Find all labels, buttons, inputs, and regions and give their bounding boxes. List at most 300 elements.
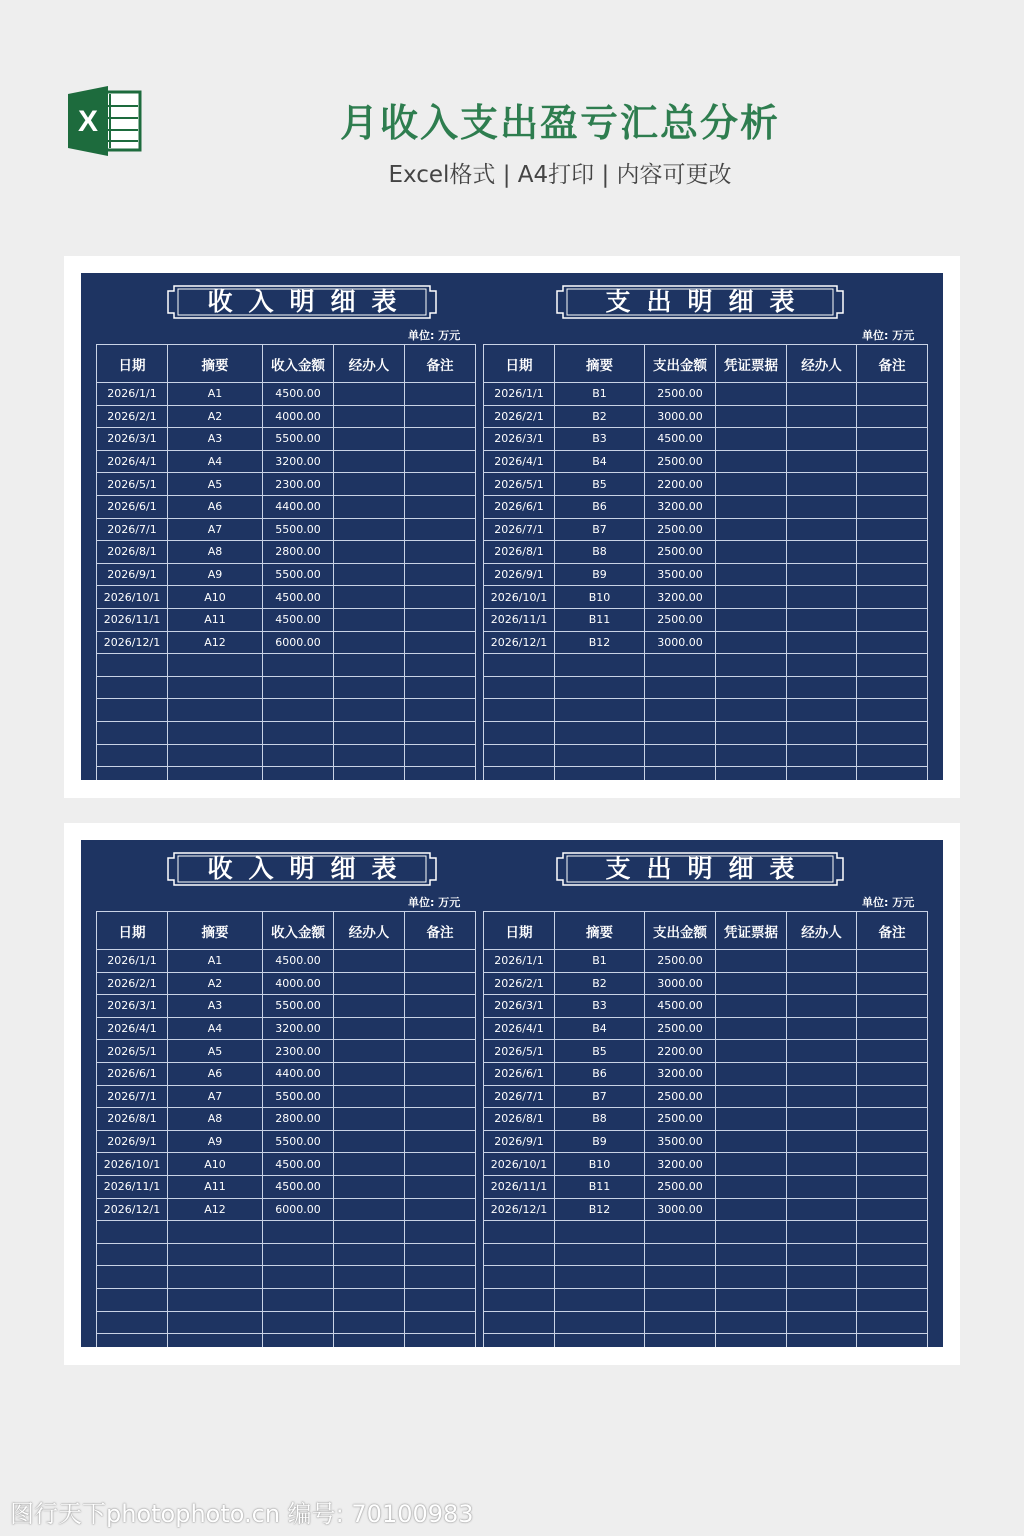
table-cell[interactable] (97, 1221, 168, 1244)
table-cell[interactable] (168, 1221, 263, 1244)
table-cell[interactable]: 2026/12/1 (97, 631, 168, 654)
table-cell[interactable] (405, 586, 476, 609)
table-cell[interactable] (857, 721, 928, 744)
table-cell[interactable] (97, 767, 168, 780)
table-cell[interactable] (857, 1153, 928, 1176)
table-cell[interactable] (555, 1221, 645, 1244)
table-cell[interactable]: 4500.00 (263, 383, 334, 406)
table-cell[interactable] (857, 1062, 928, 1085)
table-cell[interactable] (787, 1040, 857, 1063)
table-cell[interactable] (334, 495, 405, 518)
table-cell[interactable]: 4500.00 (263, 1175, 334, 1198)
table-cell[interactable] (857, 654, 928, 677)
table-cell[interactable] (405, 1198, 476, 1221)
table-cell[interactable] (405, 383, 476, 406)
table-cell[interactable] (334, 950, 405, 973)
table-cell[interactable] (645, 654, 716, 677)
table-cell[interactable] (787, 473, 857, 496)
table-cell[interactable]: A10 (168, 586, 263, 609)
table-cell[interactable] (334, 1017, 405, 1040)
table-cell[interactable] (716, 1017, 787, 1040)
table-cell[interactable]: 2026/1/1 (97, 950, 168, 973)
table-cell[interactable] (787, 744, 857, 767)
table-cell[interactable] (787, 495, 857, 518)
table-cell[interactable] (334, 450, 405, 473)
table-cell[interactable]: 2026/7/1 (484, 518, 555, 541)
table-cell[interactable]: B10 (555, 586, 645, 609)
table-cell[interactable] (168, 654, 263, 677)
table-cell[interactable]: B2 (555, 972, 645, 995)
table-cell[interactable] (97, 1266, 168, 1289)
table-cell[interactable] (857, 563, 928, 586)
table-cell[interactable] (787, 586, 857, 609)
table-cell[interactable] (334, 541, 405, 564)
table-cell[interactable] (645, 676, 716, 699)
table-cell[interactable]: 5500.00 (263, 995, 334, 1018)
table-cell[interactable]: 2026/7/1 (484, 1085, 555, 1108)
table-cell[interactable] (168, 721, 263, 744)
table-cell[interactable]: 2026/3/1 (484, 428, 555, 451)
table-cell[interactable] (716, 676, 787, 699)
table-cell[interactable] (787, 1062, 857, 1085)
table-cell[interactable] (555, 1334, 645, 1347)
table-cell[interactable] (645, 767, 716, 780)
table-cell[interactable] (263, 1334, 334, 1347)
table-cell[interactable] (857, 950, 928, 973)
table-cell[interactable]: B12 (555, 1198, 645, 1221)
table-cell[interactable] (405, 721, 476, 744)
table-cell[interactable] (716, 1085, 787, 1108)
table-cell[interactable] (263, 721, 334, 744)
table-cell[interactable]: 2026/3/1 (97, 428, 168, 451)
table-cell[interactable] (97, 1288, 168, 1311)
table-cell[interactable] (857, 1221, 928, 1244)
table-cell[interactable]: B5 (555, 473, 645, 496)
table-cell[interactable] (787, 721, 857, 744)
table-cell[interactable]: B8 (555, 541, 645, 564)
table-cell[interactable] (334, 1085, 405, 1108)
table-cell[interactable]: A4 (168, 1017, 263, 1040)
table-cell[interactable] (334, 767, 405, 780)
table-cell[interactable] (334, 995, 405, 1018)
table-cell[interactable]: B2 (555, 405, 645, 428)
table-cell[interactable]: 2200.00 (645, 1040, 716, 1063)
table-cell[interactable] (857, 744, 928, 767)
table-cell[interactable]: 2026/6/1 (97, 495, 168, 518)
table-cell[interactable] (716, 1040, 787, 1063)
table-cell[interactable] (334, 1243, 405, 1266)
table-cell[interactable] (857, 1108, 928, 1131)
table-cell[interactable]: 2500.00 (645, 450, 716, 473)
table-cell[interactable] (263, 1243, 334, 1266)
table-cell[interactable] (716, 1311, 787, 1334)
table-cell[interactable]: B7 (555, 1085, 645, 1108)
table-cell[interactable] (484, 1266, 555, 1289)
table-cell[interactable]: 2026/8/1 (484, 541, 555, 564)
table-cell[interactable]: 2500.00 (645, 950, 716, 973)
table-cell[interactable] (168, 1334, 263, 1347)
table-cell[interactable] (857, 1040, 928, 1063)
table-cell[interactable] (787, 1130, 857, 1153)
table-cell[interactable]: 2800.00 (263, 541, 334, 564)
table-cell[interactable] (857, 428, 928, 451)
table-cell[interactable] (97, 676, 168, 699)
table-cell[interactable]: 4400.00 (263, 495, 334, 518)
table-cell[interactable]: 4500.00 (645, 428, 716, 451)
table-cell[interactable] (857, 1198, 928, 1221)
table-cell[interactable] (405, 1062, 476, 1085)
table-cell[interactable] (645, 1288, 716, 1311)
table-cell[interactable] (334, 1108, 405, 1131)
table-cell[interactable] (334, 1040, 405, 1063)
table-cell[interactable] (405, 676, 476, 699)
table-cell[interactable] (857, 608, 928, 631)
table-cell[interactable] (263, 767, 334, 780)
table-cell[interactable]: 2026/1/1 (484, 383, 555, 406)
table-cell[interactable] (857, 1130, 928, 1153)
table-cell[interactable] (484, 1288, 555, 1311)
table-cell[interactable] (168, 699, 263, 722)
table-cell[interactable] (716, 541, 787, 564)
table-cell[interactable]: 3500.00 (645, 563, 716, 586)
table-cell[interactable] (334, 972, 405, 995)
table-cell[interactable] (334, 428, 405, 451)
table-cell[interactable]: 2026/7/1 (97, 1085, 168, 1108)
table-cell[interactable] (555, 676, 645, 699)
table-cell[interactable]: A6 (168, 1062, 263, 1085)
table-cell[interactable] (857, 1288, 928, 1311)
table-cell[interactable] (857, 450, 928, 473)
table-cell[interactable] (857, 495, 928, 518)
table-cell[interactable]: B3 (555, 995, 645, 1018)
table-cell[interactable] (405, 1334, 476, 1347)
table-cell[interactable] (857, 699, 928, 722)
table-cell[interactable] (405, 1175, 476, 1198)
table-cell[interactable]: 2026/10/1 (484, 1153, 555, 1176)
table-cell[interactable] (857, 631, 928, 654)
table-cell[interactable] (716, 767, 787, 780)
table-cell[interactable] (334, 405, 405, 428)
table-cell[interactable]: 4000.00 (263, 972, 334, 995)
table-cell[interactable] (405, 950, 476, 973)
table-cell[interactable]: 2026/8/1 (97, 1108, 168, 1131)
table-cell[interactable] (716, 405, 787, 428)
table-cell[interactable] (405, 1040, 476, 1063)
table-cell[interactable] (787, 450, 857, 473)
table-cell[interactable]: 2026/5/1 (484, 1040, 555, 1063)
table-cell[interactable] (263, 744, 334, 767)
table-cell[interactable] (555, 1311, 645, 1334)
table-cell[interactable]: A5 (168, 473, 263, 496)
table-cell[interactable]: 2026/5/1 (484, 473, 555, 496)
table-cell[interactable] (405, 1311, 476, 1334)
table-cell[interactable] (787, 1085, 857, 1108)
table-cell[interactable] (484, 676, 555, 699)
table-cell[interactable] (716, 744, 787, 767)
table-cell[interactable] (787, 563, 857, 586)
table-cell[interactable] (405, 1130, 476, 1153)
table-cell[interactable] (555, 1288, 645, 1311)
table-cell[interactable] (334, 676, 405, 699)
table-cell[interactable] (263, 1266, 334, 1289)
table-cell[interactable] (857, 767, 928, 780)
table-cell[interactable] (484, 1334, 555, 1347)
table-cell[interactable] (334, 1198, 405, 1221)
table-cell[interactable] (716, 586, 787, 609)
table-cell[interactable]: A7 (168, 518, 263, 541)
table-cell[interactable] (405, 654, 476, 677)
table-cell[interactable] (716, 1130, 787, 1153)
table-cell[interactable] (405, 450, 476, 473)
table-cell[interactable] (716, 1062, 787, 1085)
table-cell[interactable]: 3200.00 (263, 1017, 334, 1040)
table-cell[interactable]: 3200.00 (645, 1153, 716, 1176)
table-cell[interactable] (405, 995, 476, 1018)
table-cell[interactable] (263, 1311, 334, 1334)
table-cell[interactable] (97, 744, 168, 767)
table-cell[interactable]: B8 (555, 1108, 645, 1131)
table-cell[interactable]: 5500.00 (263, 1085, 334, 1108)
table-cell[interactable]: 3200.00 (645, 495, 716, 518)
table-cell[interactable] (334, 383, 405, 406)
table-cell[interactable] (787, 1311, 857, 1334)
table-cell[interactable] (263, 1221, 334, 1244)
table-cell[interactable]: 2500.00 (645, 518, 716, 541)
table-cell[interactable] (645, 1311, 716, 1334)
table-cell[interactable] (857, 1085, 928, 1108)
table-cell[interactable] (857, 1266, 928, 1289)
table-cell[interactable] (787, 1288, 857, 1311)
table-cell[interactable] (405, 428, 476, 451)
table-cell[interactable] (787, 1334, 857, 1347)
table-cell[interactable]: 2026/12/1 (484, 1198, 555, 1221)
table-cell[interactable]: 2026/10/1 (97, 586, 168, 609)
table-cell[interactable] (405, 631, 476, 654)
table-cell[interactable] (484, 744, 555, 767)
table-cell[interactable] (334, 1062, 405, 1085)
table-cell[interactable]: 4500.00 (263, 608, 334, 631)
table-cell[interactable] (405, 518, 476, 541)
table-cell[interactable] (645, 721, 716, 744)
table-cell[interactable]: 2026/11/1 (97, 1175, 168, 1198)
table-cell[interactable] (716, 450, 787, 473)
table-cell[interactable] (716, 518, 787, 541)
table-cell[interactable]: 2500.00 (645, 608, 716, 631)
table-cell[interactable] (484, 699, 555, 722)
table-cell[interactable] (787, 654, 857, 677)
table-cell[interactable] (645, 744, 716, 767)
table-cell[interactable]: B7 (555, 518, 645, 541)
table-cell[interactable] (484, 1243, 555, 1266)
table-cell[interactable] (716, 950, 787, 973)
table-cell[interactable] (787, 699, 857, 722)
table-cell[interactable]: 3200.00 (645, 1062, 716, 1085)
table-cell[interactable]: A12 (168, 1198, 263, 1221)
table-cell[interactable] (857, 473, 928, 496)
table-cell[interactable] (857, 995, 928, 1018)
table-cell[interactable]: 3000.00 (645, 1198, 716, 1221)
table-cell[interactable] (555, 721, 645, 744)
table-cell[interactable] (787, 1266, 857, 1289)
table-cell[interactable] (857, 405, 928, 428)
table-cell[interactable] (716, 995, 787, 1018)
table-cell[interactable] (716, 721, 787, 744)
table-cell[interactable]: 2026/2/1 (484, 972, 555, 995)
table-cell[interactable] (168, 744, 263, 767)
table-cell[interactable]: 2026/2/1 (97, 405, 168, 428)
table-cell[interactable] (168, 676, 263, 699)
table-cell[interactable] (555, 744, 645, 767)
table-cell[interactable] (484, 1311, 555, 1334)
table-cell[interactable] (97, 699, 168, 722)
table-cell[interactable]: A9 (168, 1130, 263, 1153)
table-cell[interactable]: A12 (168, 631, 263, 654)
table-cell[interactable] (334, 1311, 405, 1334)
table-cell[interactable] (405, 495, 476, 518)
table-cell[interactable]: 4500.00 (645, 995, 716, 1018)
table-cell[interactable]: 2026/6/1 (484, 495, 555, 518)
table-cell[interactable] (787, 1108, 857, 1131)
table-cell[interactable] (334, 1334, 405, 1347)
table-cell[interactable] (787, 767, 857, 780)
table-cell[interactable] (645, 1243, 716, 1266)
table-cell[interactable] (405, 1266, 476, 1289)
table-cell[interactable] (716, 563, 787, 586)
table-cell[interactable]: B1 (555, 950, 645, 973)
table-cell[interactable] (334, 518, 405, 541)
table-cell[interactable]: 2026/2/1 (484, 405, 555, 428)
table-cell[interactable]: A3 (168, 428, 263, 451)
table-cell[interactable] (334, 1221, 405, 1244)
table-cell[interactable] (334, 1175, 405, 1198)
table-cell[interactable] (787, 1017, 857, 1040)
table-cell[interactable]: 2026/5/1 (97, 473, 168, 496)
table-cell[interactable]: A10 (168, 1153, 263, 1176)
table-cell[interactable] (787, 676, 857, 699)
table-cell[interactable] (263, 676, 334, 699)
table-cell[interactable]: 3200.00 (645, 586, 716, 609)
table-cell[interactable] (716, 495, 787, 518)
table-cell[interactable]: B4 (555, 450, 645, 473)
table-cell[interactable]: A7 (168, 1085, 263, 1108)
table-cell[interactable] (334, 654, 405, 677)
table-cell[interactable] (857, 676, 928, 699)
table-cell[interactable] (405, 563, 476, 586)
table-cell[interactable] (405, 405, 476, 428)
table-cell[interactable] (555, 654, 645, 677)
table-cell[interactable]: 2500.00 (645, 1085, 716, 1108)
table-cell[interactable]: 2026/12/1 (484, 631, 555, 654)
table-cell[interactable]: A11 (168, 608, 263, 631)
table-cell[interactable] (405, 972, 476, 995)
table-cell[interactable] (334, 1130, 405, 1153)
table-cell[interactable] (787, 405, 857, 428)
table-cell[interactable]: B9 (555, 1130, 645, 1153)
table-cell[interactable] (334, 563, 405, 586)
table-cell[interactable] (716, 1243, 787, 1266)
table-cell[interactable]: 2026/9/1 (97, 563, 168, 586)
table-cell[interactable] (787, 1221, 857, 1244)
table-cell[interactable]: A6 (168, 495, 263, 518)
table-cell[interactable]: 2500.00 (645, 1175, 716, 1198)
table-cell[interactable] (97, 1243, 168, 1266)
table-cell[interactable]: 5500.00 (263, 1130, 334, 1153)
table-cell[interactable]: 3200.00 (263, 450, 334, 473)
table-cell[interactable] (716, 473, 787, 496)
table-cell[interactable]: 2026/4/1 (97, 1017, 168, 1040)
table-cell[interactable] (787, 995, 857, 1018)
table-cell[interactable]: A5 (168, 1040, 263, 1063)
table-cell[interactable]: 2026/7/1 (97, 518, 168, 541)
table-cell[interactable] (645, 1266, 716, 1289)
table-cell[interactable] (334, 721, 405, 744)
table-cell[interactable]: 2026/4/1 (484, 450, 555, 473)
table-cell[interactable] (857, 1017, 928, 1040)
table-cell[interactable]: 2026/9/1 (484, 563, 555, 586)
table-cell[interactable] (716, 631, 787, 654)
table-cell[interactable]: B4 (555, 1017, 645, 1040)
table-cell[interactable]: 2026/4/1 (97, 450, 168, 473)
table-cell[interactable] (97, 1334, 168, 1347)
table-cell[interactable]: B9 (555, 563, 645, 586)
table-cell[interactable]: 2200.00 (645, 473, 716, 496)
table-cell[interactable] (857, 972, 928, 995)
table-cell[interactable]: A4 (168, 450, 263, 473)
table-cell[interactable] (857, 1243, 928, 1266)
table-cell[interactable]: 2026/12/1 (97, 1198, 168, 1221)
table-cell[interactable]: 3000.00 (645, 631, 716, 654)
table-cell[interactable]: 2026/4/1 (484, 1017, 555, 1040)
table-cell[interactable]: A1 (168, 950, 263, 973)
table-cell[interactable]: 2026/1/1 (97, 383, 168, 406)
table-cell[interactable]: 3500.00 (645, 1130, 716, 1153)
table-cell[interactable] (484, 721, 555, 744)
table-cell[interactable] (405, 1017, 476, 1040)
table-cell[interactable]: 3000.00 (645, 405, 716, 428)
table-cell[interactable] (405, 1221, 476, 1244)
table-cell[interactable]: A8 (168, 541, 263, 564)
table-cell[interactable] (716, 383, 787, 406)
table-cell[interactable] (716, 428, 787, 451)
table-cell[interactable] (787, 383, 857, 406)
table-cell[interactable] (787, 428, 857, 451)
table-cell[interactable] (168, 767, 263, 780)
table-cell[interactable]: 2026/8/1 (484, 1108, 555, 1131)
table-cell[interactable] (857, 383, 928, 406)
table-cell[interactable]: B1 (555, 383, 645, 406)
table-cell[interactable] (334, 1153, 405, 1176)
table-cell[interactable]: 2026/11/1 (484, 1175, 555, 1198)
table-cell[interactable] (857, 1334, 928, 1347)
table-cell[interactable]: 5500.00 (263, 428, 334, 451)
table-cell[interactable] (787, 541, 857, 564)
table-cell[interactable] (484, 1221, 555, 1244)
table-cell[interactable] (716, 972, 787, 995)
table-cell[interactable] (716, 1153, 787, 1176)
table-cell[interactable]: A9 (168, 563, 263, 586)
table-cell[interactable]: A8 (168, 1108, 263, 1131)
table-cell[interactable] (405, 1243, 476, 1266)
table-cell[interactable]: 2500.00 (645, 541, 716, 564)
table-cell[interactable] (787, 1198, 857, 1221)
table-cell[interactable] (555, 767, 645, 780)
table-cell[interactable]: B5 (555, 1040, 645, 1063)
table-cell[interactable] (716, 1266, 787, 1289)
table-cell[interactable] (716, 1198, 787, 1221)
table-cell[interactable]: 2026/10/1 (484, 586, 555, 609)
table-cell[interactable]: 5500.00 (263, 563, 334, 586)
table-cell[interactable] (645, 1334, 716, 1347)
